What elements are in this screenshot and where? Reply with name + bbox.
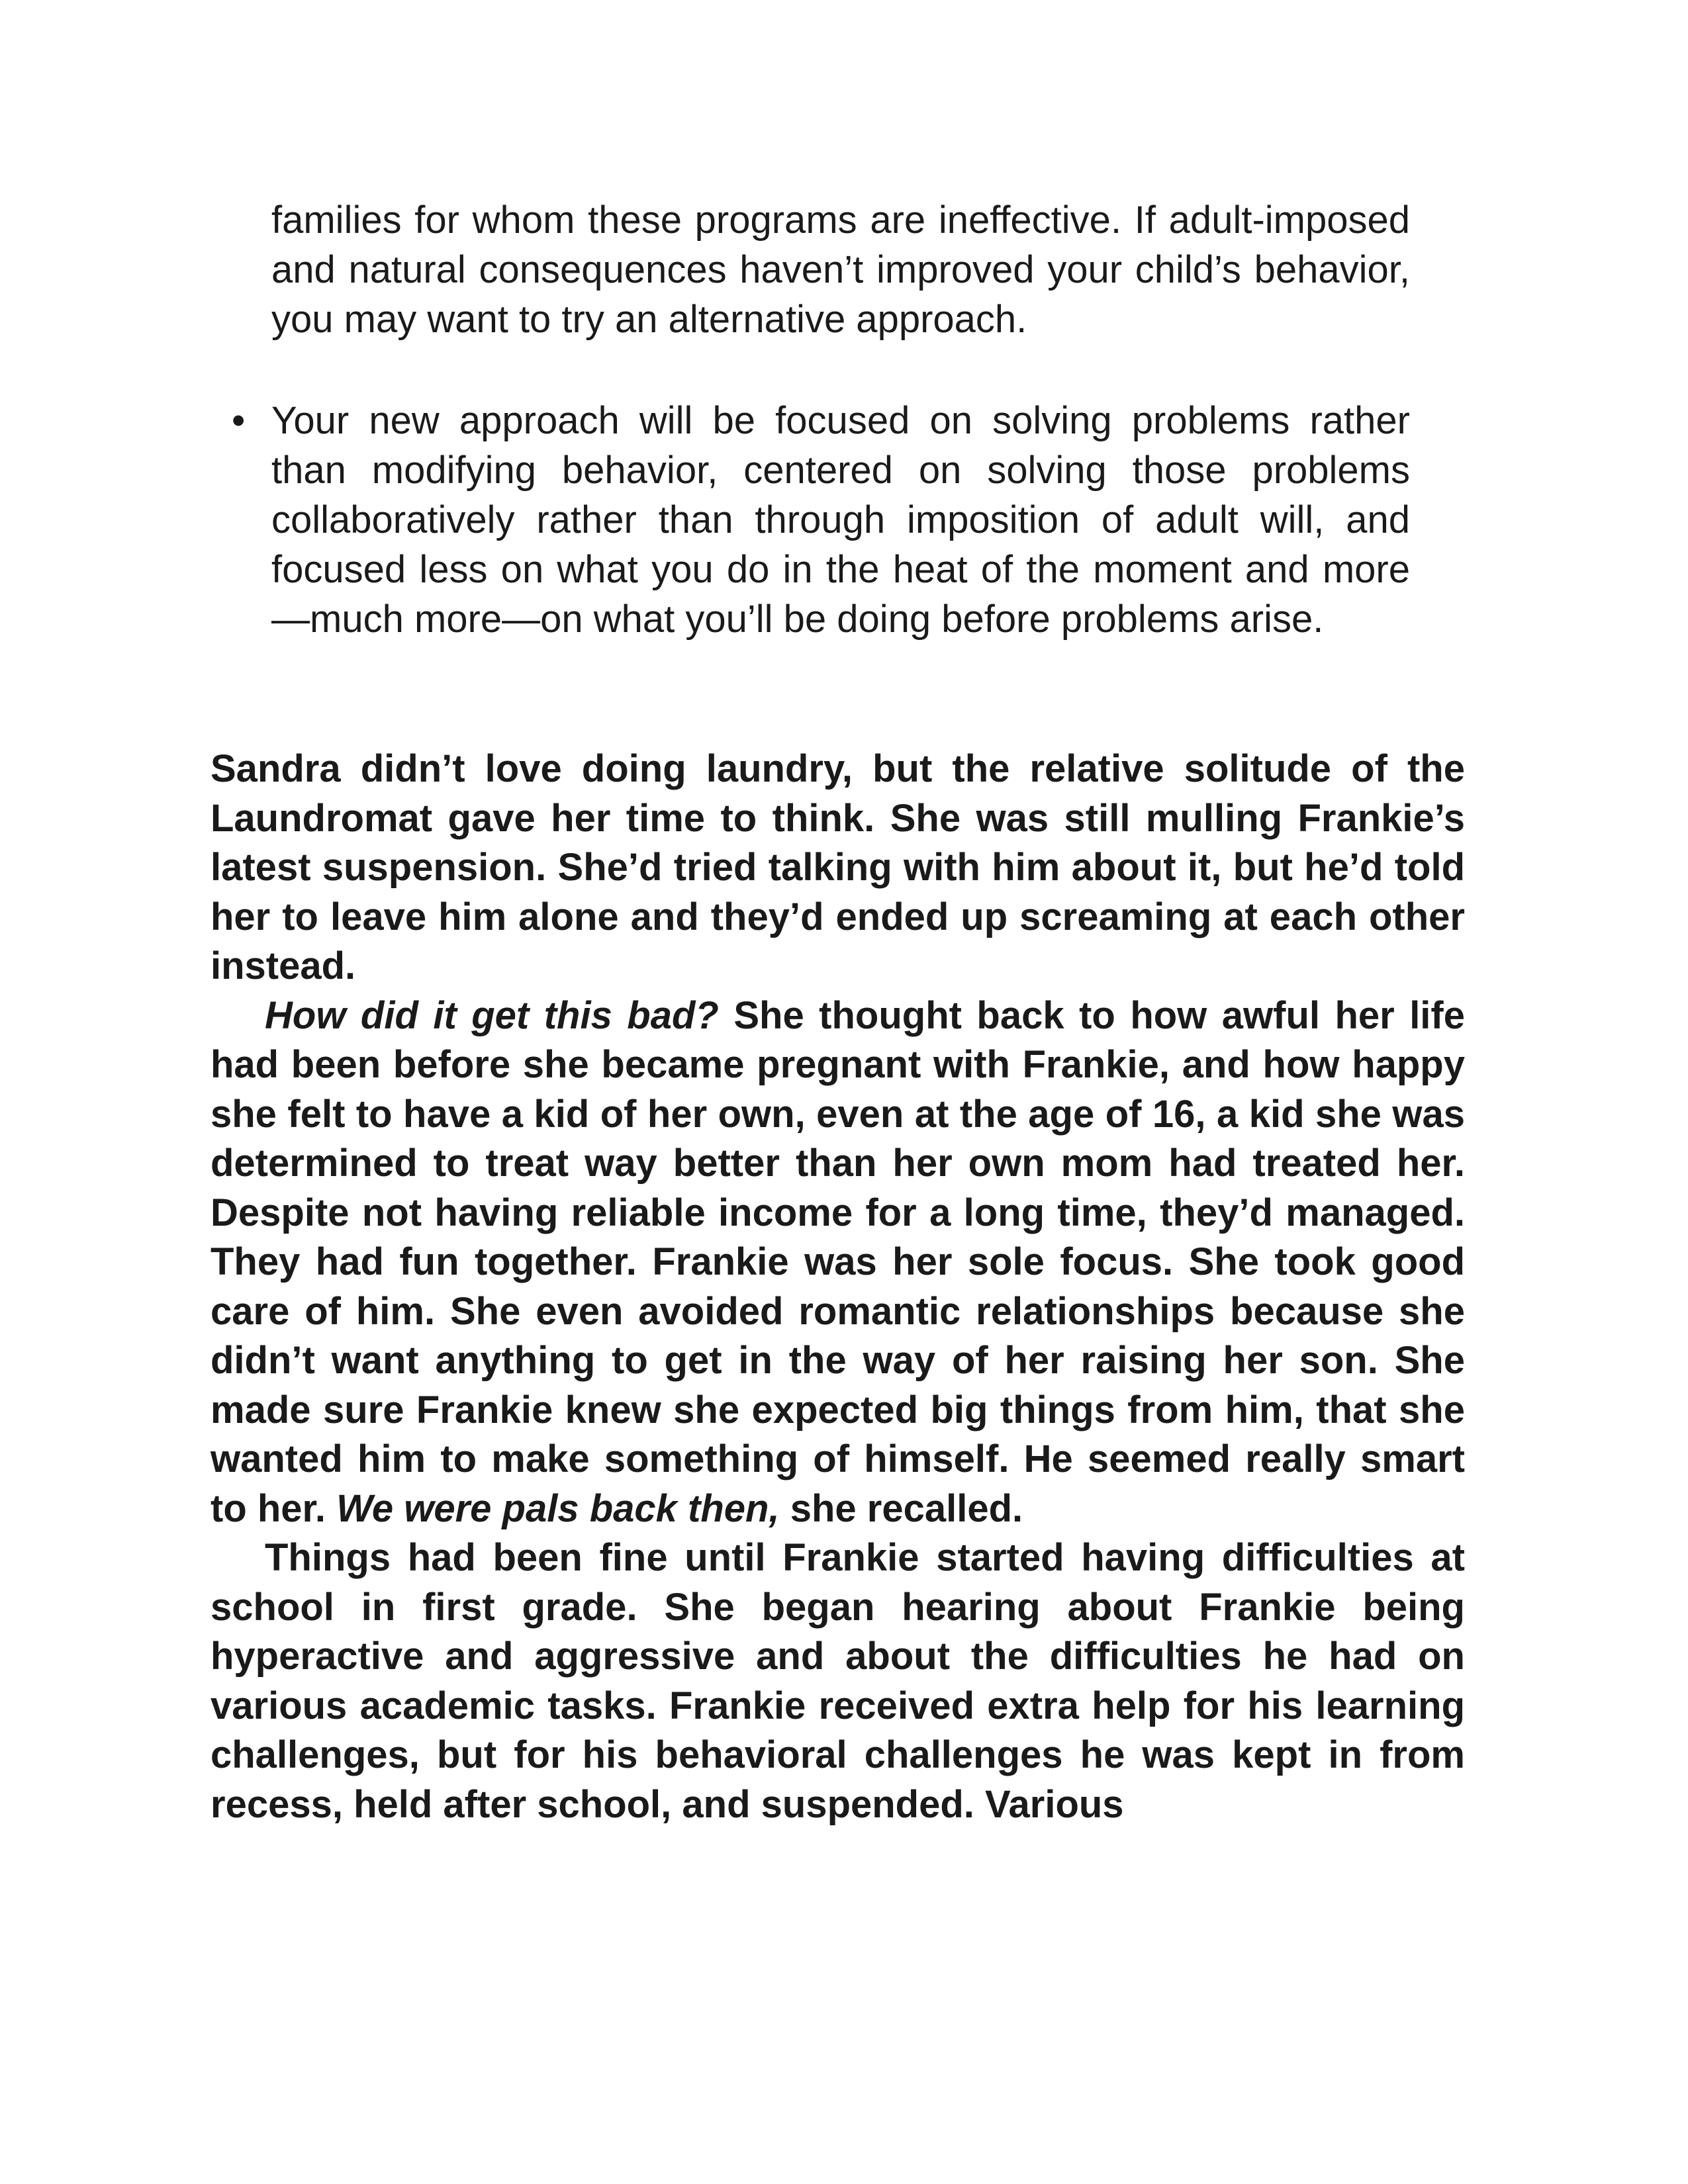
bullet-item [232,396,1410,644]
paragraph-3-text: Things had been fine until Frankie started having difficulties at school in first grade. She began hearing about Frankie being hyperactive and aggressive and about the difficulties he had on various academic tasks. Frankie received extra help for his learning challenges, but for his behavioral challenges he was kept in from recess, held after school, and suspended. Various [211,1536,1465,1826]
narrative-paragraph-2 [211,991,1465,1534]
paragraph-2-italic-open: How did it get this bad? [265,993,719,1037]
bullet-continuation [271,195,1410,344]
paragraph-2-end: she recalled. [779,1486,1023,1530]
paragraph-2-body: She thought back to how awful her life had been before she became pregnant with Frankie, and how happy she felt to have a kid of her own, even at the age of 16, a kid she was determined to treat way better than her own mom had treated her. Despite not having reliable income for a long time, they’d managed. They had fun together. Frankie was her sole focus. She took good care of him. She even avoided romantic relationships because she didn’t want anything to get in the way of her raising her son. She made sure Frankie knew she expected big things from him, that she wanted him to make something of himself. He seemed really smart to her. [211,993,1465,1530]
paragraph-1-text: Sandra didn’t love doing laundry, but the relative solitude of the Laundromat gave her time to think. She was still mulling Frankie’s latest suspension. She’d tried talking with him about it, but he’d told her to leave him alone and they’d ended up screaming at each other instead. [211,747,1465,987]
bullet-marker: • [232,399,246,442]
narrative-paragraph-1 [211,745,1465,991]
bullet-continuation-text: families for whom these programs are ineffective. If adult-imposed and natural consequences haven’t improved your child’s behavior, you may want to try an alternative approach. [271,199,1410,341]
paragraph-2-italic-close: We were pals back then, [336,1486,780,1530]
narrative-paragraph-3 [211,1533,1465,1829]
bullet-item-text: Your new approach will be focused on solving problems rather than modifying behavior, centered on solving those problems collaboratively rather than through imposition of adult will, and focused less on what you do in the heat of the moment and more—much more—on what you’ll be doing before problems arise. [271,399,1410,641]
narrative-section [211,745,1465,1829]
